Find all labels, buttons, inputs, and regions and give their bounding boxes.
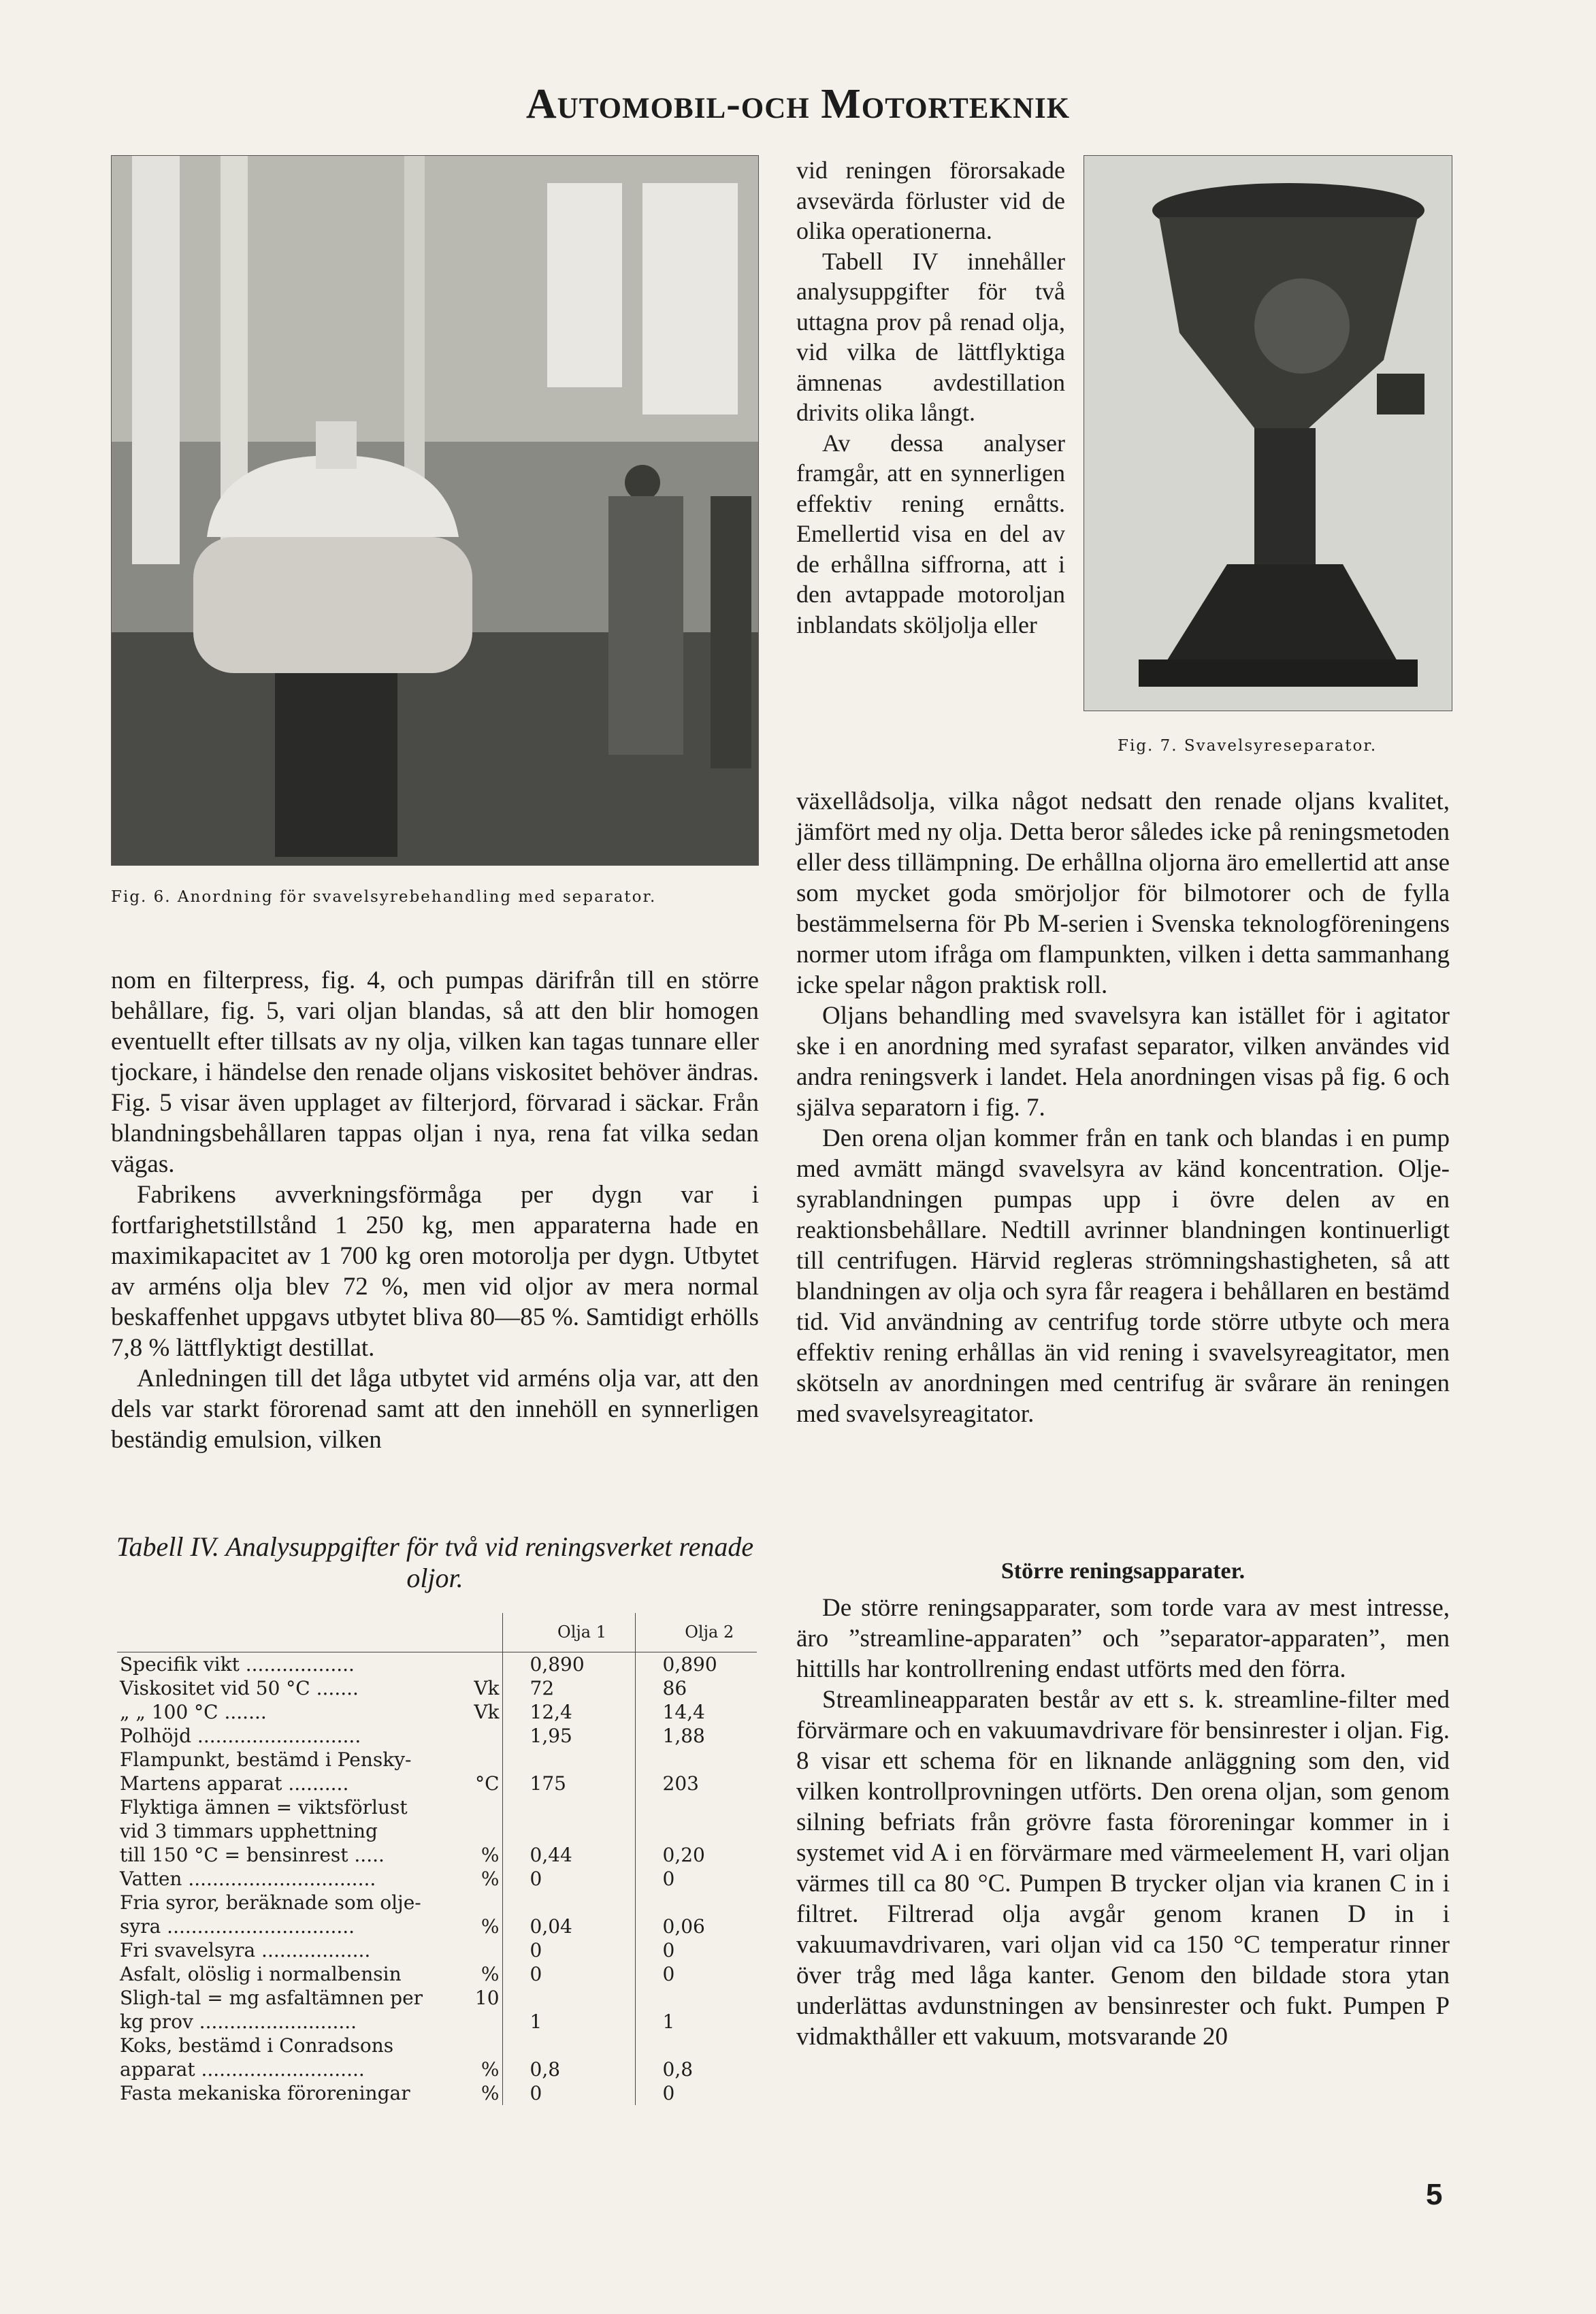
table-cell-v2: 0: [662, 1868, 675, 1890]
table-cell-label: Viskositet vid 50 °C .......: [120, 1677, 359, 1699]
table-cell-label: Koks, bestämd i Conradsons: [120, 2034, 394, 2057]
table-row: [117, 1676, 757, 1700]
table-row: [117, 1819, 757, 1843]
table-row: [117, 1938, 757, 1962]
table-cell-v2: 0: [662, 2082, 675, 2104]
table-cell-label: vid 3 timmars upphettning: [120, 1820, 378, 1842]
paragraph: Fabrikens avverkningsförmåga per dygn var i fortfarighetstillstånd 1 250 kg, men apparaterna hade en maximikapacitet av 1 700 kg oren motorolja per dygn. Utbytet av arméns olja blev 72 %, men vid oljor av mera normal beskaffenhet uppgavs utbytet bliva 80—85 %. Samtidigt erhölls 7,8 % lättflyktigt destillat.: [111, 1181, 759, 1362]
table-cell-label: syra ...............................: [120, 1915, 355, 1938]
table-cell-label: Sligh-tal = mg asfaltämnen per: [120, 1987, 423, 2009]
table-cell-v1: 0: [502, 1867, 635, 1891]
fig6-caption: Fig. 6. Anordning för svavelsyrebehandling med separator.: [111, 888, 657, 906]
table-cell-unit: [471, 1819, 502, 1843]
table-cell-label: till 150 °C = bensinrest .....: [120, 1844, 385, 1866]
table-row: [117, 1724, 757, 1748]
table-cell-unit: [471, 1748, 502, 1772]
table-cell-unit: 10: [471, 1986, 502, 2010]
paragraph: växellådsolja, vilka något nedsatt den renade oljans kvalitet, jämfört med ny olja. Detta beror således icke på reningsmetoden eller dess tillämpning. De erhållna oljorna äro emellertid att anse som mycket goda smörjoljor för bilmotorer och de fylla bestämmelserna för Pb M-serien i Svenska teknologföreningens normer utom ifråga om flampunkten, vilken i detta sammanhang icke spelar någon praktisk roll.: [796, 787, 1450, 999]
table-cell-v1: [502, 1986, 635, 2010]
table-cell-v2: 1: [662, 2010, 675, 2033]
table-cell-v1: 0,44: [502, 1843, 635, 1867]
table-title: Tabell IV. Analysuppgifter för två vid reningsverket renade oljor.: [116, 1531, 754, 1593]
table-cell-unit: %: [471, 1867, 502, 1891]
table-cell-v1: [502, 1795, 635, 1819]
table-row: [117, 1867, 757, 1891]
table-cell-unit: [471, 1891, 502, 1914]
table-cell-unit: [471, 1724, 502, 1748]
table-cell-v1: 1: [502, 2010, 635, 2034]
table-cell-v2: 0,20: [662, 1844, 705, 1866]
paragraph: vid reningen förorsakade avsevärda förluster vid de olika operationerna.: [796, 157, 1065, 244]
table-row: [117, 1986, 757, 2010]
table-cell-v1: [502, 1748, 635, 1772]
table-cell-v2: [635, 1986, 757, 2010]
table-cell-unit: %: [471, 1843, 502, 1867]
left-main-column: [111, 965, 759, 1455]
table-cell-v2: [635, 1748, 757, 1772]
table-cell-v2: 0,8: [662, 2058, 694, 2081]
table-cell-v2: 86: [662, 1677, 687, 1699]
table-cell-v2: [635, 2034, 757, 2057]
table-cell-label: Fria syror, beräknade som olje-: [120, 1891, 421, 1914]
table-row: [117, 1891, 757, 1914]
analysis-table: [117, 1613, 757, 2105]
table-cell-unit: %: [471, 1962, 502, 1986]
right-main-column: [796, 786, 1450, 1429]
table-cell-v2: 1,88: [662, 1725, 705, 1747]
table-cell-label: Flampunkt, bestämd i Pensky-: [120, 1748, 412, 1771]
table-cell-v1: 0,04: [502, 1914, 635, 1938]
table-cell-v2: 0: [662, 1963, 675, 1985]
table-cell-v1: 0,8: [502, 2057, 635, 2081]
table-header-olja-2: Olja 2: [635, 1613, 757, 1652]
paragraph: Tabell IV innehåller analysuppgifter för två uttagna prov på renad olja, vid vilka de lättflyktiga ämnenas avdestillation drivits olika långt.: [796, 247, 1065, 426]
table-cell-label: Asfalt, olöslig i normalbensin: [120, 1963, 402, 1985]
table-cell-v1: [502, 1819, 635, 1843]
table-row: [117, 1962, 757, 1986]
table-cell-v2: 14,4: [662, 1701, 705, 1723]
table-cell-v1: 0: [502, 1938, 635, 1962]
paragraph: Av dessa analyser framgår, att en synnerligen effektiv rening ernåtts. Emellertid visa en del av de erhållna siffrorna, att i den avtappade motoroljan inblandats sköljolja eller: [796, 429, 1065, 638]
right-lower-column: [796, 1593, 1450, 2052]
paragraph: De större reningsapparater, som torde vara av mest intresse, äro ”streamline-apparaten” och ”separator-apparaten”, men hittills har kontrollrening endast utförts med den förra.: [796, 1594, 1450, 1683]
table-cell-unit: [471, 1795, 502, 1819]
fig7-photo-sulfuric-acid-separator: [1084, 155, 1452, 711]
table-cell-v2: [635, 1819, 757, 1843]
table-cell-unit: Vk: [471, 1676, 502, 1700]
table-row: [117, 1700, 757, 1724]
table-cell-unit: [471, 1652, 502, 1677]
table-row: [117, 1843, 757, 1867]
table-cell-label: Martens apparat ..........: [120, 1772, 349, 1795]
table-cell-v1: 0,890: [502, 1652, 635, 1677]
table-cell-v1: [502, 1891, 635, 1914]
page-header-title: Automobil-och Motorteknik: [525, 81, 1071, 127]
table-cell-label: Flyktiga ämnen = viktsförlust: [120, 1796, 408, 1819]
table-cell-unit: %: [471, 1914, 502, 1938]
paragraph: Oljans behandling med svavelsyra kan istället för i agitator ske i en anordning med syrafast separator, vilken användes vid andra reningsverk i landet. Hela anordningen visas på fig. 6 och själva separatorn i fig. 7.: [796, 1002, 1450, 1122]
table-cell-unit: %: [471, 2057, 502, 2081]
table-row: [117, 2034, 757, 2057]
table-cell-v2: 0,06: [662, 1915, 705, 1938]
table-cell-unit: [471, 1938, 502, 1962]
table-cell-v1: 72: [502, 1676, 635, 1700]
table-row: [117, 2010, 757, 2034]
table-header-empty: [117, 1613, 471, 1652]
right-top-column: [796, 155, 1065, 640]
table-cell-label: apparat ...........................: [120, 2058, 365, 2081]
table-cell-label: „ „ 100 °C .......: [120, 1701, 267, 1723]
table-header-unit: [471, 1613, 502, 1652]
table-cell-v2: [635, 1795, 757, 1819]
table-cell-label: Polhöjd ...........................: [120, 1725, 361, 1747]
table-row: [117, 1772, 757, 1795]
fig7-caption: Fig. 7. Svavelsyreseparator.: [1118, 737, 1378, 755]
table-cell-v1: 0: [502, 1962, 635, 1986]
table-cell-v2: 203: [662, 1772, 699, 1795]
fig6-photo-separator-installation: [111, 155, 759, 866]
page-number: 5: [1426, 2178, 1443, 2211]
table-cell-unit: Vk: [471, 1700, 502, 1724]
table-cell-label: Fri svavelsyra ..................: [120, 1939, 371, 1961]
table-row: [117, 2081, 757, 2105]
table-cell-v1: 12,4: [502, 1700, 635, 1724]
table-row: [117, 1748, 757, 1772]
table-cell-unit: %: [471, 2081, 502, 2105]
table-cell-label: Fasta mekaniska föroreningar: [120, 2082, 410, 2104]
table-cell-unit: °C: [471, 1772, 502, 1795]
table-header-olja-1: Olja 1: [502, 1613, 635, 1652]
paragraph: nom en filterpress, fig. 4, och pumpas därifrån till en större behållare, fig. 5, vari oljan blandas, så att den blir homogen eventuellt efter tillsats av ny olja, vilken kan tagas tunnare eller tjockare, i händelse den renade oljans viskositet behöver ändras. Fig. 5 visar även upplaget av filterjord, förvarad i säckar. Från blandningsbehållaren tappas oljan i nya, rena fat vilka sedan vägas.: [111, 966, 759, 1178]
table-cell-v1: 0: [502, 2081, 635, 2105]
table-cell-v1: 1,95: [502, 1724, 635, 1748]
table-cell-v2: [635, 1891, 757, 1914]
section-heading: Större reningsapparater.: [1000, 1559, 1245, 1584]
paragraph: Streamlineapparaten består av ett s. k. streamline-filter med förvärmare och en vakuumavdrivare för bensinrester i oljan. Fig. 8 visar ett schema för en liknande anläggning som den, vid vilken kontrollprovningen utförts. Den orena oljan, som genom silning befriats från grövre fasta föroreningar kommer in i systemet vid A i en förvärmare med värmeelement H, vari oljan värmes till ca 80 °C. Pumpen B trycker oljan via kranen C in i filtret. Filtrerad olja avgår genom kranen D in i vakuumavdrivaren, vari oljan vid ca 150 °C temperatur rinner över tråg med låga kanter. Genom den bildade stora ytan underlättas avdunstningen av bensinrester och fukt. Pumpen P vidmakthåller ett vakuum, motsvarande 20: [796, 1686, 1450, 2051]
paragraph: Anledningen till det låga utbytet vid arméns olja var, att den dels var starkt förorenad samt att den innehöll en synnerligen beständig emulsion, vilken: [111, 1365, 759, 1454]
table-cell-unit: [471, 2010, 502, 2034]
table-row: [117, 1914, 757, 1938]
table-cell-label: Specifik vikt ..................: [120, 1653, 355, 1676]
table-cell-label: kg prov ..........................: [120, 2010, 357, 2033]
table-row: [117, 1652, 757, 1677]
table-cell-v1: 175: [502, 1772, 635, 1795]
table-row: [117, 2057, 757, 2081]
table-cell-v2: 0: [662, 1939, 675, 1961]
table-row: [117, 1795, 757, 1819]
table-cell-label: Vatten ...............................: [120, 1868, 376, 1890]
table-cell-unit: [471, 2034, 502, 2057]
table-cell-v1: [502, 2034, 635, 2057]
paragraph: Den orena oljan kommer från en tank och blandas i en pump med avmätt mängd svavelsyra av känd koncentration. Olje-syrablandningen pumpas upp i övre delen av en reaktionsbehållare. Nedtill avrinner blandningen kontinuerligt till centrifugen. Härvid regleras strömningshastigheten, så att blandningen av olja och syra får reagera i behållaren en bestämd tid. Vid användning av centrifug torde större utbyte och mera effektiv rening erhållas än vid rening i svavelsyreagitator, men skötseln av anordningen med centrifug är svårare än reningen med svavelsyreagitator.: [796, 1124, 1450, 1428]
table-cell-v2: 0,890: [662, 1653, 717, 1676]
